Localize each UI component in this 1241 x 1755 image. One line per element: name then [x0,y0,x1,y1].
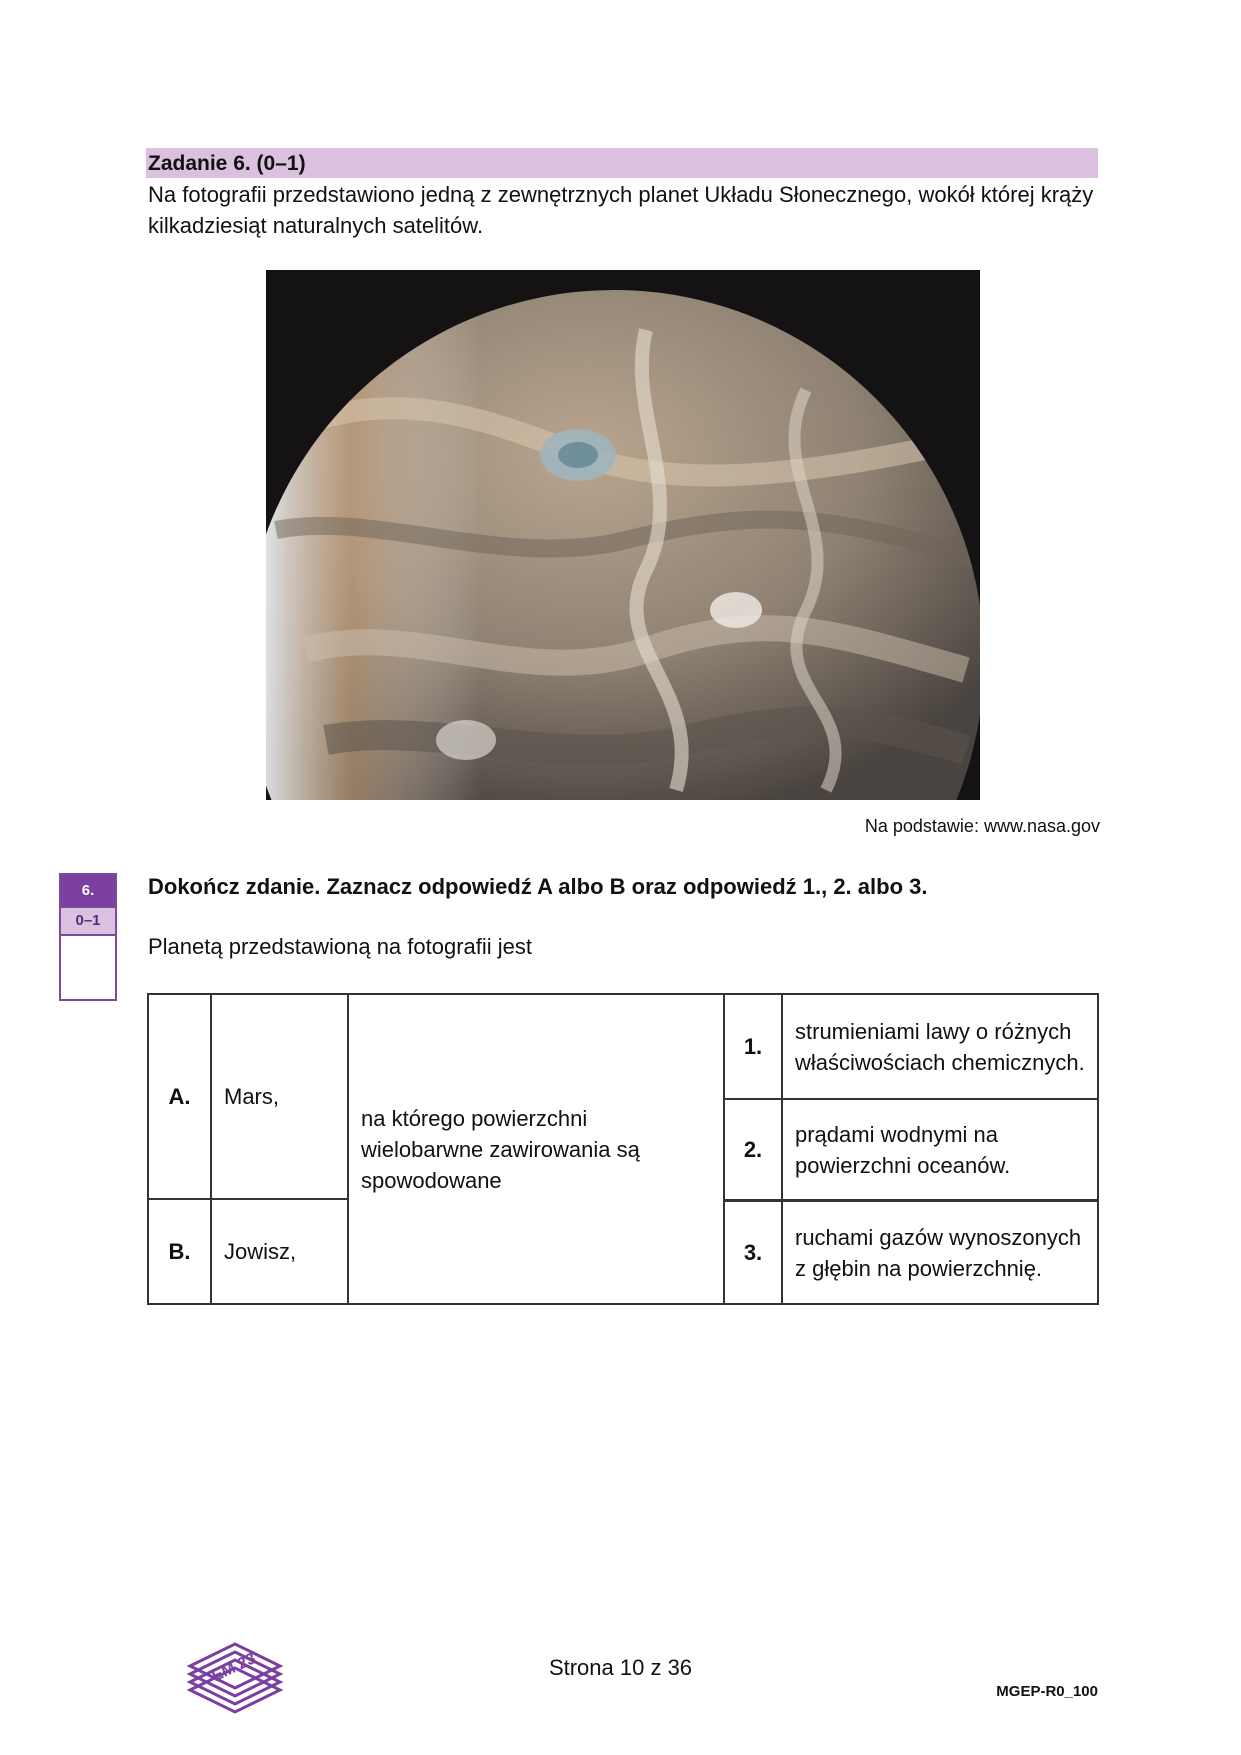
photo-source: Na podstawie: www.nasa.gov [864,816,1100,836]
task-header: Zadanie 6. (0–1) [146,148,1098,178]
document-code: MGEP-R0_100 [996,1683,1098,1700]
task-intro-text: Na fotografii przedstawiono jedną z zewnętrznych planet Układu Słonecznego, wokół której krąży kilkadziesiąt naturalnych satelitów. [148,182,1094,238]
option-a-text[interactable]: Mars, [211,994,348,1199]
score-box [59,873,117,1001]
score-entry-field[interactable] [61,936,115,1000]
logo-text: EM 23 [209,1650,259,1686]
option-3-text[interactable]: ruchami gazów wynoszonych z głębin na powierzchnię. [782,1201,1098,1304]
option-1-number[interactable]: 1. [724,994,782,1099]
score-points: 0–1 [61,907,115,936]
option-3-number[interactable]: 3. [724,1201,782,1304]
option-2-text[interactable]: prądami wodnymi na powierzchni oceanów. [782,1099,1098,1200]
sentence-middle: na którego powierzchni wielobarwne zawirowania są spowodowane [348,994,724,1304]
answer-table [147,993,1099,1305]
option-2-number[interactable]: 2. [724,1099,782,1200]
option-a-letter[interactable]: A. [148,994,211,1199]
option-1-text[interactable]: strumieniami lawy o różnych właściwościach chemicznych. [782,994,1098,1099]
score-task-number: 6. [61,875,115,907]
page-number: Strona 10 z 36 [548,1655,693,1680]
question-stem: Planetą przedstawioną na fotografii jest [148,934,533,959]
question-instruction: Dokończ zdanie. Zaznacz odpowiedź A albo B oraz odpowiedź 1., 2. albo 3. [148,874,928,899]
option-b-text[interactable]: Jowisz, [211,1199,348,1304]
option-b-letter[interactable]: B. [148,1199,211,1304]
planet-jupiter-photo [266,270,980,800]
